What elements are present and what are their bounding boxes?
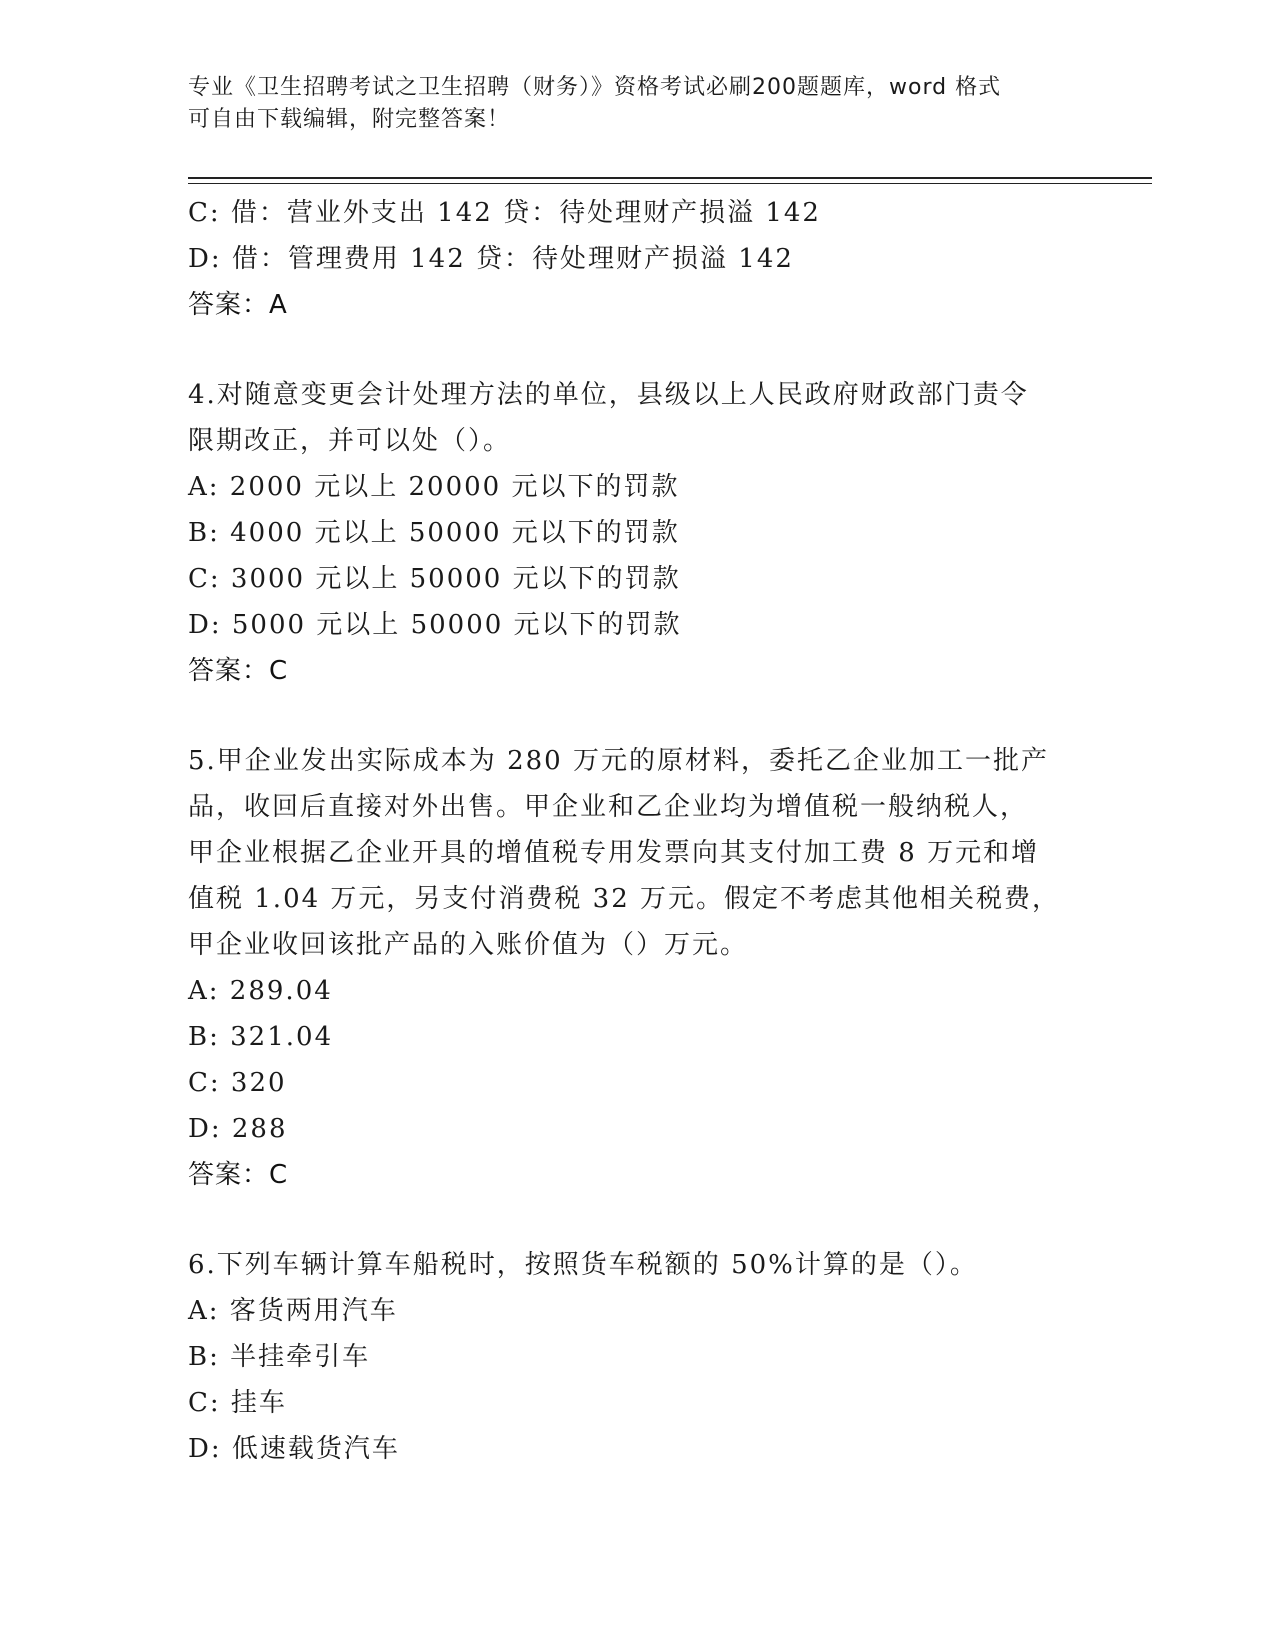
header-title-line-2: 可自由下载编辑，附完整答案！ — [188, 107, 511, 132]
header-divider-thick — [188, 177, 1152, 179]
option-d: D: 288 — [188, 1114, 288, 1144]
option-a: A: 2000 元以上 20000 元以下的罚款 — [188, 472, 680, 502]
header-divider-thin — [188, 183, 1152, 184]
question-4 — [188, 372, 1088, 694]
question-stem: 品，收回后直接对外出售。甲企业和乙企业均为增值税一般纳税人， — [188, 792, 1029, 822]
option-b: B: 4000 元以上 50000 元以下的罚款 — [188, 518, 680, 548]
option-c: C: 3000 元以上 50000 元以下的罚款 — [188, 564, 681, 594]
option-b: B: 321.04 — [188, 1022, 334, 1052]
option-c: C: 挂车 — [188, 1388, 287, 1418]
question-stem: 甲企业根据乙企业开具的增值税专用发票向其支付加工费 8 万元和增 — [188, 838, 1040, 868]
option-d: D: 5000 元以上 50000 元以下的罚款 — [188, 610, 682, 640]
option-d: D: 借：管理费用 142 贷：待处理财产损溢 142 — [188, 244, 794, 274]
answer-line: 答案：C — [188, 656, 289, 686]
question-spacer — [188, 1198, 1088, 1242]
question-stem: 4.对随意变更会计处理方法的单位，县级以上人民政府财政部门责令 — [188, 380, 1029, 410]
option-b: B: 半挂牵引车 — [188, 1342, 371, 1372]
question-stem: 值税 1.04 万元，另支付消费税 32 万元。假定不考虑其他相关税费， — [188, 884, 1061, 914]
header-title-line-1: 专业《卫生招聘考试之卫生招聘（财务）》资格考试必刷200题题库，word 格式 — [188, 75, 1002, 100]
question-list — [188, 190, 1088, 1472]
option-c: C: 借：营业外支出 142 贷：待处理财产损溢 142 — [188, 198, 821, 228]
option-a: A: 客货两用汽车 — [188, 1296, 398, 1326]
option-c: C: 320 — [188, 1068, 287, 1098]
question-spacer — [188, 694, 1088, 738]
question-stem: 甲企业收回该批产品的入账价值为（）万元。 — [188, 930, 749, 960]
answer-line: 答案：A — [188, 290, 288, 320]
question-stem: 5.甲企业发出实际成本为 280 万元的原材料，委托乙企业加工一批产 — [188, 746, 1049, 776]
question-spacer — [188, 328, 1088, 372]
question-3-tail — [188, 190, 1088, 328]
option-a: A: 289.04 — [188, 976, 333, 1006]
question-6 — [188, 1242, 1088, 1472]
question-stem: 6.下列车辆计算车船税时，按照货车税额的 50%计算的是（）。 — [188, 1250, 978, 1280]
question-5 — [188, 738, 1088, 1198]
document-header — [188, 72, 1068, 136]
answer-line: 答案：C — [188, 1160, 289, 1190]
question-stem: 限期改正，并可以处（）。 — [188, 426, 512, 456]
option-d: D: 低速载货汽车 — [188, 1434, 400, 1464]
